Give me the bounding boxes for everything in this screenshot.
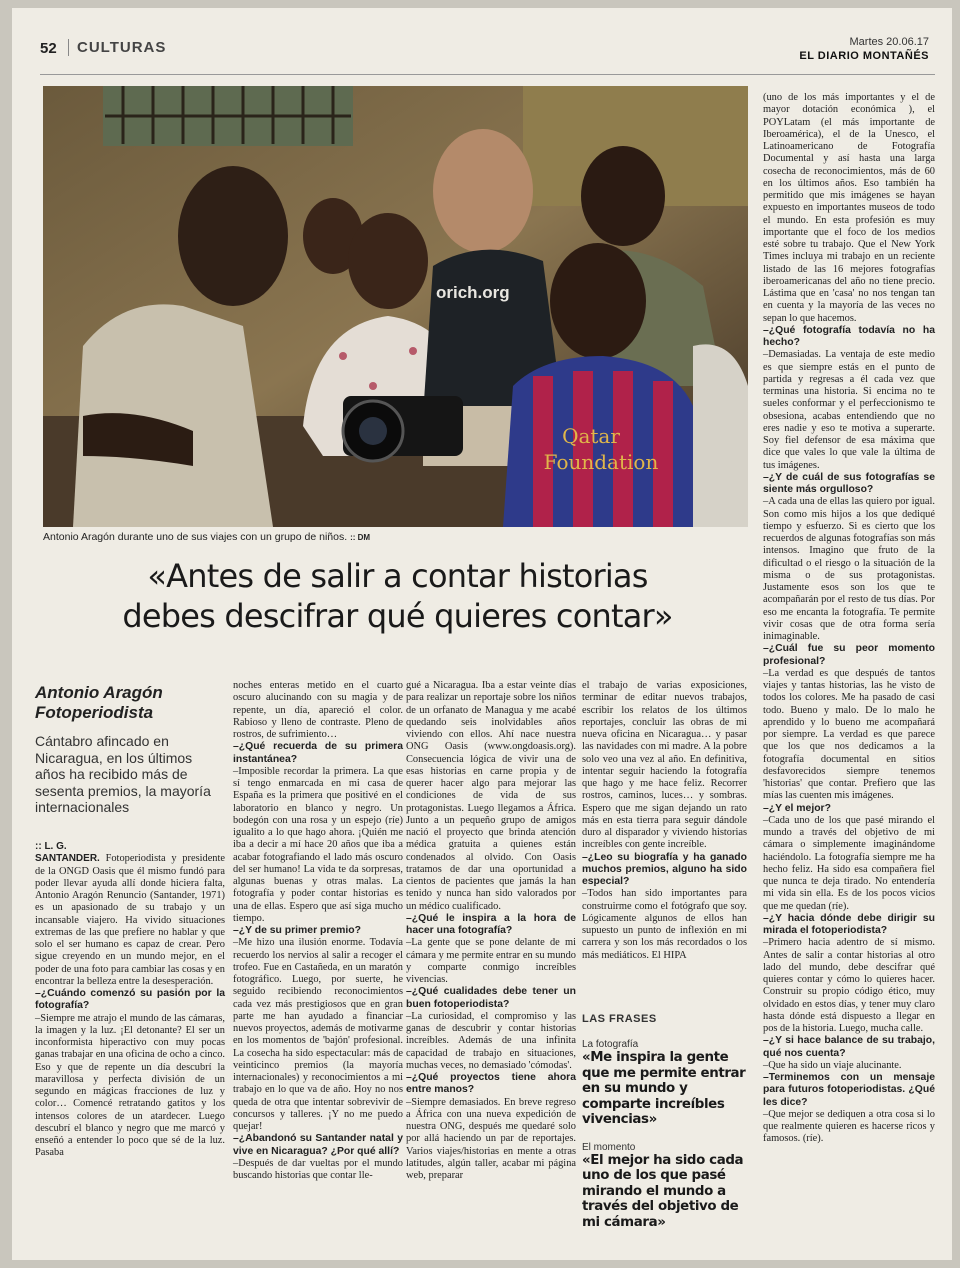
answer: –La curiosidad, el compromiso y las ganas de descubrir y contar historias increíbles. Además de una infinita capacidad de trabajo en situaciones, muchas veces, no demasiado 'cómodas'. bbox=[406, 1010, 576, 1071]
question: –¿Qué proyectos tiene ahora entre manos? bbox=[406, 1072, 576, 1096]
article-column-1 bbox=[35, 841, 225, 1160]
question: –¿Y de su primer premio? bbox=[233, 925, 361, 936]
question: –¿Cuál fue su peor momento profesional? bbox=[763, 643, 935, 667]
answer: –Demasiadas. La ventaja de este medio es que siempre estás en el punto de partida y regresas a él cada vez que terminas una historia. Si encima no te sueles conformar y el perfeccionismo te obsesiona, acabas entendiendo que no eres nadie y eso te motiva a superarte. Soy fiel defensor de esa máxima que dice que vales lo que vale la última de tus imágenes. bbox=[763, 349, 935, 471]
issue-date: Martes 20.06.17 bbox=[849, 36, 929, 48]
answer: –Que mejor se dediquen a otra cosa si lo que realmente quieren es hacerse ricos y famosos. (ríe). bbox=[763, 1108, 935, 1145]
headline bbox=[40, 556, 755, 636]
question: –¿Abandonó su Santander natal y vive en Nicaragua? ¿Por qué allí? bbox=[233, 1133, 403, 1157]
newspaper-page bbox=[12, 8, 952, 1260]
paragraph: el trabajo de varias exposiciones, terminar de editar nuevos trabajos, escribir los relatos de los últimos reportajes, concluir las obras de mi nueva oficina en Nicaragua… y pasar las navidades con mi madre. A la pobre solo veo una vez al año. En definitiva, intentar seguir haciendo la fotografía que hago y me hace feliz. Recorrer rostros, caminos, luces… y sombras. Espero que me sigan dejando un rato más en esta tierra para seguir dándole duro al disparador y viviendo historias increíbles con gente increíble. bbox=[582, 680, 747, 851]
lede-text: Cántabro afincado en Nicaragua, en los últimos años ha recibido más de sesenta premios, la mayoría internacionales bbox=[35, 733, 211, 815]
header-rule bbox=[40, 74, 935, 75]
answer: –A cada una de ellas las quiero por igual. Son como mis hijos a los que dediqué tiempo y esfuerzo. Si es cierto que los recuerdos de algunas fotografías son más intensos. Imagino que fruto de la dificultad o el riesgo o la situación de la misma o de sus protagonistas. Justamente esos son los que te acompañarán por el resto de tus días. Por eso me encanta la fotografía. Te permite vivir cosas que de otra forma sería inimaginable. bbox=[763, 496, 935, 642]
photo-credit: :: DM bbox=[350, 533, 371, 542]
author-name: Antonio Aragón bbox=[35, 683, 163, 702]
question: –¿Y si hace balance de su trabajo, qué nos cuenta? bbox=[763, 1035, 935, 1059]
jersey-text-line2: Foundation bbox=[543, 450, 659, 474]
headline-line-1: «Antes de salir a contar historias bbox=[147, 557, 648, 595]
dateline-city: SANTANDER. bbox=[35, 853, 100, 865]
paragraph: gué a Nicaragua. Iba a estar veinte días para realizar un reportaje sobre los niños de un orfanato de Managua y me acabé quedando seis inolvidables años viviendo con ellos. Ahí nace nuestra ONG Oasis (www.ongdoasis.org). Consecuencia lógica de vivir una de esas historias en carne propia y de querer hacer algo para mejorar las condiciones de vida de sus protagonistas. Luego llegamos a África. Junto a un pequeño grupo de amigos nació el proyecto que brinda atención médica gratuita a quienes están condenados al olvido. Con Oasis tratamos de dar una oportunidad a cientos de pacientes que jamás la han tenido y nunca han sido valorados por un médico cualificado. bbox=[406, 680, 576, 912]
headline-line-2: debes descifrar qué quieres contar» bbox=[122, 597, 673, 635]
section-name: CULTURAS bbox=[68, 39, 166, 56]
pull-quote: «Me inspira la gente que me permite entrar en su mundo y comparte increíbles vivencias» bbox=[582, 1050, 746, 1127]
question: –Terminemos con un mensaje para futuros fotoperiodistas. ¿Qué les dice? bbox=[763, 1072, 935, 1108]
page-header bbox=[40, 34, 935, 74]
answer: –Que ha sido un viaje alucinante. bbox=[763, 1059, 902, 1071]
answer: –Después de dar vueltas por el mundo buscando historias que contar lle- bbox=[233, 1157, 403, 1181]
article-column-3 bbox=[406, 680, 576, 1182]
answer: –Cada uno de los que pasé mirando el mundo a través del objetivo de mi cámara o simplemente imaginándome haciéndolo. La fotografía siempre me ha hecho feliz. Ha sido esa compañera fiel que nunca te deja tirado. No entendería mi vida sin ella. Es de los pocos vicios que me quedan (ríe). bbox=[763, 814, 935, 912]
question: –¿Y de cuál de sus fotografías se siente más orgulloso? bbox=[763, 471, 935, 495]
newspaper-name: EL DIARIO MONTAÑÉS bbox=[799, 50, 929, 62]
paragraph: noches enteras metido en el cuarto oscuro alucinando con su magia y de repente, un día, apareció el color. Rabioso y lleno de contraste. Pleno de rostros, de sufrimiento… bbox=[233, 680, 403, 740]
jersey-text-line1: Qatar bbox=[562, 424, 620, 448]
question: –¿Qué fotografía todavía no ha hecho? bbox=[763, 324, 935, 348]
answer: –Siempre me atrajo el mundo de las cámaras, la imagen y la luz. ¡El detonante? El ser un inconformista hiperactivo con muy pocas ganas trabajar en una oficina de ocho a cinco. Eso y que de repente un día descubrí la maravillosa y perfecta división de un segundo en mágicas fracciones de luz y color… Comencé retratando gatitos y los intensos colores de un atardecer. Luego descubrí el blanco y negro que me marcó y enseñó a entender lo poco que sé de la luz. Pasaba bbox=[35, 1012, 225, 1159]
question: –¿Cuándo comenzó su pasión por la fotografía? bbox=[35, 988, 225, 1012]
quotes-box-title: LAS FRASES bbox=[582, 1013, 657, 1025]
shirt-text: orich.org bbox=[436, 283, 510, 302]
byline bbox=[35, 683, 225, 816]
quotes-box bbox=[582, 1013, 747, 1230]
paragraph: (uno de los más importantes y el de mayor dotación económica ), el POYLatam (el más importante de Iberoamérica), el de la Unesco, el Latinoamericano de Fotografía Documental y así hasta una larga cosecha de reconocimientos, más de 60 en los últimos años. Eso también ha permitido que mis imágenes se hayan expuesto en importantes museos de todo el mundo. En esta profesión es muy importante que el foco de los medios esté sobre tu trabajo. Que el New York Times incluya mi trabajo en un reciente listado de las 16 mejores fotografías iberoamericanas del año no tiene precio. Lástima que en 'casa' no nos tengan tan en cuenta y la mayoría de las veces no sepan lo que hacemos. bbox=[763, 92, 935, 324]
quote-topic: El momento bbox=[582, 1141, 636, 1153]
question: –¿Qué recuerda de su primera instantánea? bbox=[233, 741, 403, 765]
intro-paragraph: Fotoperiodista y presidente de la ONGD Oasis que él mismo fundó para poder llevar ayuda allí donde hiciera falta, Antonio Aragón Renuncio (Santander, 1971) es un apasionado de su trabajo y un incansable viajero. Ha vivido situaciones extremas de las que prefiere no hablar y que solo el ser humano es capaz de crear. Pero sigue creyendo en un mundo mejor, en el poder de una foto para cambiar las cosas y en encontrar la belleza entre la desesperación. bbox=[35, 853, 225, 987]
pull-quote: «El mejor ha sido cada uno de los que pasé mirando el mundo a través del objetivo de mi cámara» bbox=[582, 1152, 744, 1230]
answer: –Primero hacia adentro de sí mismo. Antes de salir a contar historias al otro lado del mundo, debe descifrar qué quieres contar y cómo lo quieres hacer. Construir su propio código ético, muy olvidado en estos días, y tener muy claro hasta dónde está dispuesto a llegar en pos de la historia. Luego, mucha calle. bbox=[763, 937, 935, 1034]
caption-text: Antonio Aragón durante uno de sus viajes con un grupo de niños. bbox=[43, 531, 348, 543]
question: –¿Qué cualidades debe tener un buen fotoperiodista? bbox=[406, 986, 576, 1010]
answer: –Imposible recordar la primera. La que sí tengo enmarcada en mi casa de España es la primera que positivé en el laboratorio en blanco y negro. Un bodegón con una rosa y un espejo (ríe) igualito a lo que hago ahora. ¡Quién me iba a decir a mí hace 20 años que iba a acabar fotografiando el lado más oscuro del ser humano! La vida te da sorpresas, algunas buenas y otras malas. La fotografía y poder contar historias es una de ellas. Espero que así siga mucho tiempo. bbox=[233, 765, 403, 924]
question: –¿Leo su biografía y ha ganado muchos premios, alguno ha sido especial? bbox=[582, 851, 747, 887]
answer: –Siempre demasiados. En breve regreso a África con una nueva expedición de nuestra ONG, después me quedaré solo por allá haciendo un par de reportajes. Varios viajes/historias en mente a otras latitudes, algún taller, acabar mi página web, preparar bbox=[406, 1096, 576, 1181]
article-column-4 bbox=[582, 680, 747, 962]
photo-caption bbox=[43, 531, 748, 543]
author-role: Fotoperiodista bbox=[35, 703, 154, 722]
article-column-5 bbox=[763, 92, 935, 1146]
question: –¿Qué le inspira a la hora de hacer una fotografía? bbox=[406, 912, 576, 936]
quote-topic: La fotografía bbox=[582, 1039, 639, 1050]
article-column-2 bbox=[233, 680, 403, 1182]
answer: –La verdad es que después de tantos viajes y tantas historias, las he visto de todos los colores. Me ha pasado de casi todo. Bueno y malo. De lo malo he aprendido y lo bueno me acompañará por siempre. La verdad es que parece que los que nos dedicamos a la fotografía documental en sitios desfavorecidos siempre tenemos 'historias' que contar. Prefiero que las mías las cuenten mis imágenes. bbox=[763, 667, 935, 802]
answer: –La gente que se pone delante de mi cámara y me permite entrar en su mundo y comparte conmigo increíbles vivencias. bbox=[406, 937, 576, 985]
answer: –Todos han sido importantes para construirme como el fotógrafo que soy. Lógicamente algunos de ellos han supuesto un punto de inflexión en mi carrera y son los más recordados o los más mediáticos. El HIPA bbox=[582, 888, 747, 961]
signature: :: L. G. bbox=[35, 841, 67, 852]
main-photo bbox=[43, 86, 748, 527]
answer: –Me hizo una ilusión enorme. Todavía recuerdo los nervios al salir a recoger el trofeo. Fue en Castañeda, en un maratón fotográfico. Luego, por suerte, he seguido recibiendo reconocimientos cada vez más prestigiosos que en gran parte me han ayudado a financiar nuevos proyectos, además de motivarme en los momentos de 'bajón' profesional. La cosecha ha sido espectacular: más de veinticinco premios (la mayoría internacionales) y reconocimientos a mi trabajo en lo que va de año. Hoy no nos queda de otra que intentar sobrevivir de concursos y talleres. ¡Y no me puedo quejar! bbox=[233, 937, 403, 1132]
page-number: 52 bbox=[40, 40, 57, 57]
question: –¿Y el mejor? bbox=[763, 802, 831, 814]
question: –¿Y hacia dónde debe dirigir su mirada el fotoperiodista? bbox=[763, 912, 935, 936]
